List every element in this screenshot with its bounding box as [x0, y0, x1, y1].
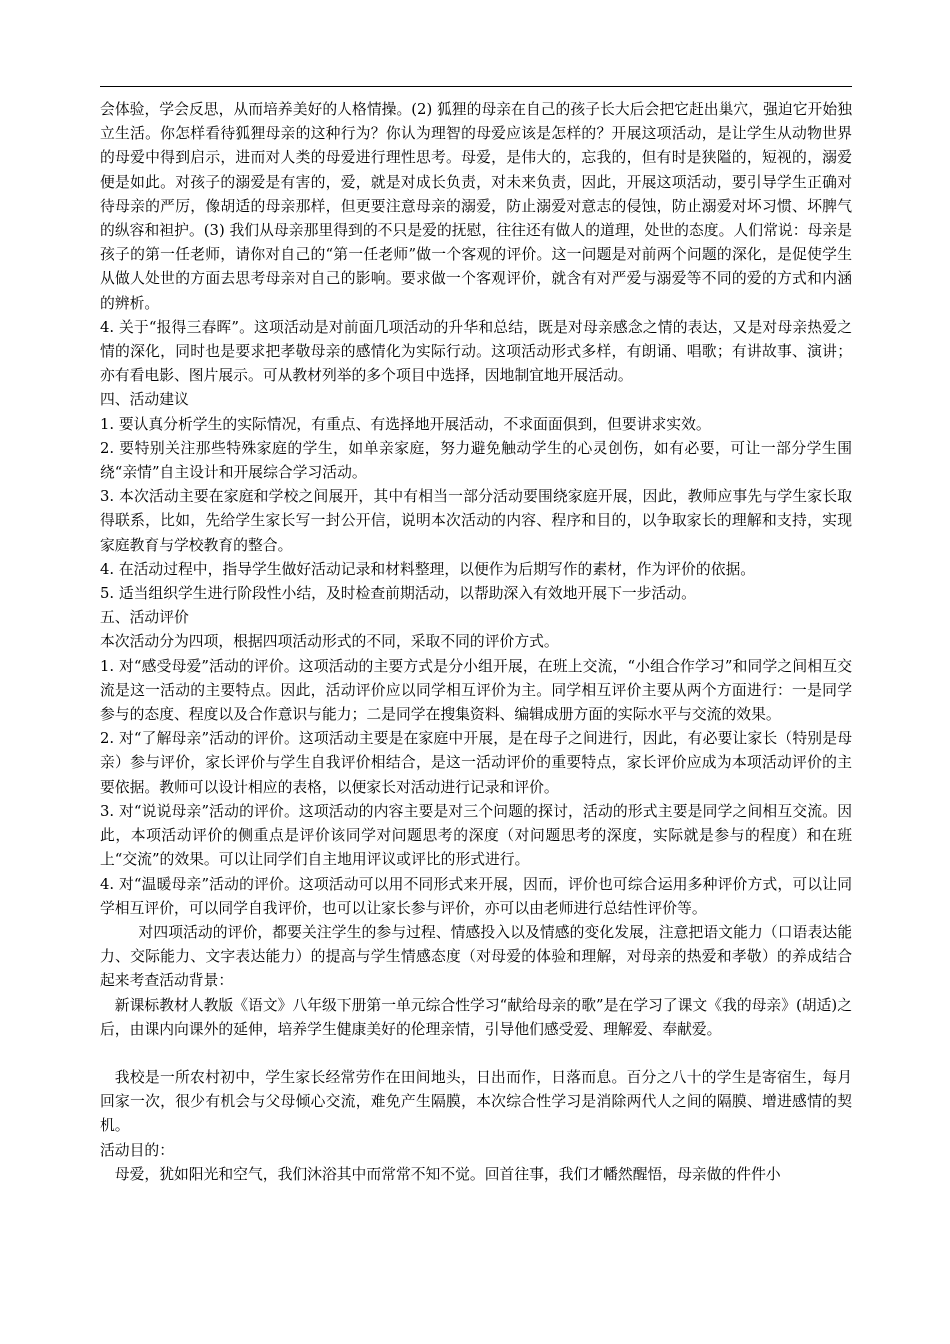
paragraph: 母爱，犹如阳光和空气，我们沐浴其中而常常不知不觉。回首往事，我们才幡然醒悟，母亲做的件件小: [114, 1165, 781, 1183]
paragraph: 1. 对“感受母爱”活动的评价。这项活动的主要方式是分小组开展，在班上交流，“小组合作学习”和同学之间相互交流是这一活动的主要特点。因此，活动评价应以同学相互评价为主。同学相互评价主要从两个方面进行：一是同学参与的态度、程度以及合作意识与能力；二是同学在搜集资料、编辑成册方面的实际水平与交流的效果。: [100, 657, 852, 724]
paragraph: 新课标教材人教版《语文》八年级下册第一单元综合性学习“献给母亲的歌”是在学习了课文《我的母亲》(胡适)之后，由课内向课外的延伸，培养学生健康美好的伦理亲情，引导他们感受爱、理解爱、奉献爱。: [100, 996, 852, 1038]
section-label: 活动目的：: [100, 1141, 174, 1159]
paragraph: 4. 在活动过程中，指导学生做好活动记录和材料整理，以便作为后期写作的素材，作为评价的依据。: [100, 560, 756, 578]
paragraph: 会体验，学会反思，从而培养美好的人格情操。(2) 狐狸的母亲在自己的孩子长大后会把它赶出巢穴，强迫它开始独立生活。你怎样看待狐狸母亲的这种行为？你认为理智的母爱应该是怎样的？开展这项活动，是让学生从动物世界的母爱中得到启示，进而对人类的母爱进行理性思考。母爱，是伟大的，忘我的，但有时是狭隘的，短视的，溺爱便是如此。对孩子的溺爱是有害的，爱，就是对成长负责，对未来负责，因此，开展这项活动，要引导学生正确对待母亲的严厉，像胡适的母亲那样，但更要注意母亲的溺爱，防止溺爱对意志的侵蚀，防止溺爱对坏习惯、坏脾气的纵容和袒护。(3) 我们从母亲那里得到的不只是爱的抚慰，往往还有做人的道理，处世的态度。人们常说：母亲是孩子的第一任老师，请你对自己的“第一任老师”做一个客观的评价。这一问题是对前两个问题的深化，是促使学生从做人处世的方面去思考母亲对自己的影响。要求做一个客观评价，就含有对严爱与溺爱等不同的爱的方式和内涵的辨析。: [100, 101, 852, 312]
blank-line: [100, 1042, 852, 1066]
section-heading: 四、活动建议: [100, 391, 189, 409]
paragraph: 2. 要特别关注那些特殊家庭的学生，如单亲家庭，努力避免触动学生的心灵创伤，如有必要，可让一部分学生围绕“亲情”自主设计和开展综合学习活动。: [100, 439, 852, 482]
paragraph: 3. 本次活动主要在家庭和学校之间展开，其中有相当一部分活动要围绕家庭开展，因此，教师应事先与学生家长取得联系，比如，先给学生家长写一封公开信，说明本次活动的内容、程序和目的，以争取家长的理解和支持，实现家庭教育与学校教育的整合。: [100, 488, 852, 554]
paragraph: 对四项活动的评价，都要关注学生的参与过程、情感投入以及情感的变化发展，注意把语文能力（口语表达能力、交际能力、文字表达能力）的提高与学生情感态度（对母爱的体验和理解，对母亲的热爱和孝敬）的养成结合起来考查活动背景：: [100, 923, 852, 990]
document-body: [100, 98, 852, 1187]
paragraph: 2. 对“了解母亲”活动的评价。这项活动主要是在家庭中开展，是在母子之间进行，因此，有必要让家长（特别是母亲）参与评价，家长评价与学生自我评价相结合，是这一活动评价的重要特点，家长评价应成为本项活动评价的主要依据。教师可以设计相应的表格，以便家长对活动进行记录和评价。: [100, 730, 852, 796]
section-heading: 五、活动评价: [100, 609, 189, 627]
paragraph: 4. 对“温暖母亲”活动的评价。这项活动可以用不同形式来开展，因而，评价也可综合运用多种评价方式，可以让同学相互评价，可以同学自我评价，也可以让家长参与评价，亦可以由老师进行总结性评价等。: [100, 875, 852, 917]
paragraph: 我校是一所农村初中，学生家长经常劳作在田间地头，日出而作，日落而息。百分之八十的学生是寄宿生，每月回家一次，很少有机会与父母倾心交流，难免产生隔膜，本次综合性学习是消除两代人之间的隔膜、增进感情的契机。: [100, 1068, 852, 1135]
paragraph: 本次活动分为四项，根据四项活动形式的不同，采取不同的评价方式。: [100, 633, 559, 651]
paragraph: 4. 关于“报得三春晖”。这项活动是对前面几项活动的升华和总结，既是对母亲感念之情的表达，又是对母亲热爱之情的深化，同时也是要求把孝敬母亲的感情化为实际行动。这项活动形式多样，有朗诵、唱歌；有讲故事、演讲；亦有看电影、图片展示。可从教材列举的多个项目中选择，因地制宜地开展活动。: [100, 318, 852, 385]
paragraph: 3. 对“说说母亲”活动的评价。这项活动的内容主要是对三个问题的探讨，活动的形式主要是同学之间相互交流。因此，本项活动评价的侧重点是评价该同学对问题思考的深度（对问题思考的深度，实际就是参与的程度）和在班上“交流”的效果。可以让同学们自主地用评议或评比的形式进行。: [100, 802, 852, 869]
paragraph: 5. 适当组织学生进行阶段性小结，及时检查前期活动，以帮助深入有效地开展下一步活动。: [100, 585, 696, 603]
header-rule: [100, 86, 852, 87]
paragraph: 1. 要认真分析学生的实际情况，有重点、有选择地开展活动，不求面面俱到，但要讲求实效。: [100, 415, 711, 433]
